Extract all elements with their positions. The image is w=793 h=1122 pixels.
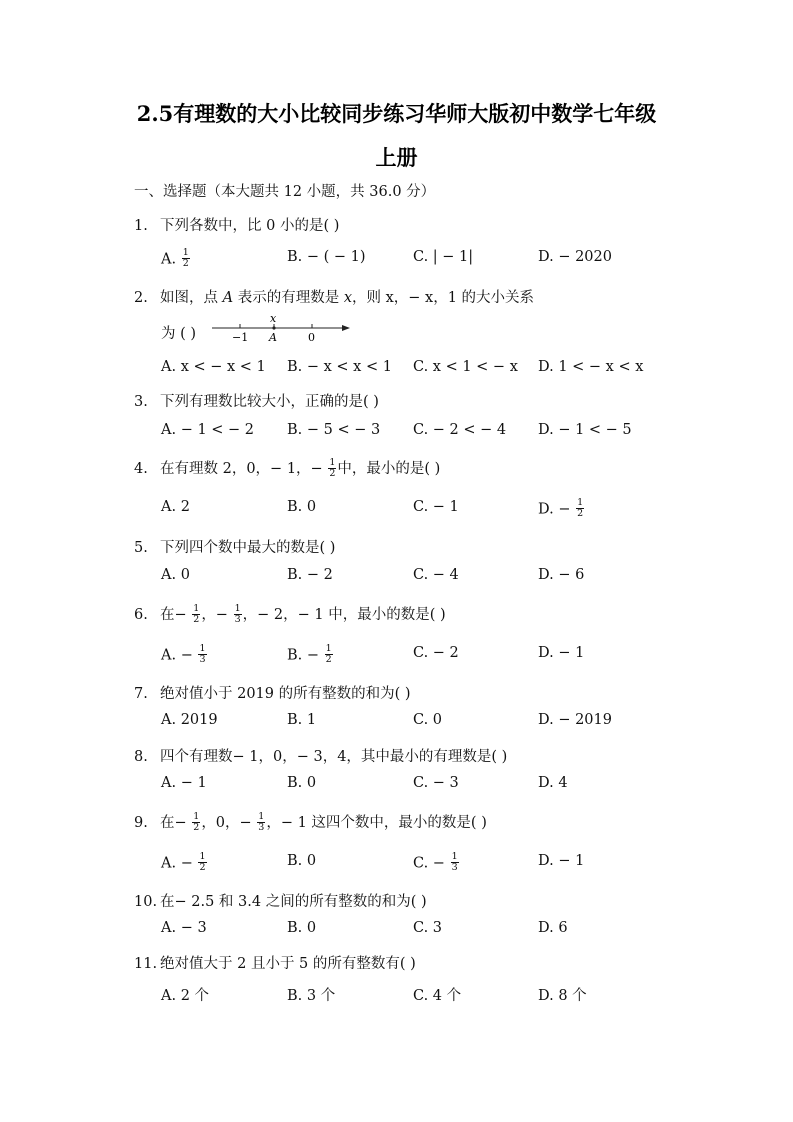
option-c: C. − 3: [413, 775, 459, 791]
title-line-2: 上册: [375, 145, 418, 170]
option-d: D. − 2020: [538, 249, 612, 265]
option-b: B. − 2: [287, 567, 333, 583]
question-3: 3. 下列有理数比较大小，正确的是( ): [134, 394, 379, 410]
question-2-line-2: 为 ( ): [161, 326, 197, 342]
option-b: B. 3 个: [287, 988, 336, 1004]
option-b: B. − $\frac{1}{2}$: [287, 643, 332, 665]
option-b: B. − x < x < 1: [287, 359, 392, 375]
question-5: 5. 下列四个数中最大的数是( ): [134, 540, 336, 556]
question-10: 10. 在− 2.5 和 3.4 之间的所有整数的和为( ): [134, 894, 427, 910]
option-d: D. 1 < − x < x: [538, 359, 644, 375]
option-c: C. 4 个: [413, 988, 462, 1004]
fraction: $\frac{1}{2}$: [182, 247, 189, 269]
arrow-head-icon: [342, 325, 350, 331]
question-1: 1. 下列各数中，比 0 小的是( ): [134, 218, 340, 234]
option-c: C. | − 1|: [413, 249, 474, 265]
question-11: 11. 绝对值大于 2 且小于 5 的所有整数有( ): [134, 956, 416, 972]
option-d: D. − 1: [538, 645, 585, 661]
option-c: C. 3: [413, 920, 443, 936]
label-minus-1: −1: [232, 331, 249, 344]
option-d: D. − 2019: [538, 712, 612, 728]
option-c: C. − 2 < − 4: [413, 422, 507, 438]
option-b: B. 0: [287, 775, 317, 791]
option-a: A. − 1: [161, 775, 207, 791]
option-b: B. 0: [287, 499, 317, 515]
point-a: [272, 326, 275, 329]
label-0: 0: [308, 331, 315, 344]
option-a: A. 2019: [161, 712, 218, 728]
question-4: 4. 在有理数 2，0，− 1，− $\frac{1}{2}$ 中，最小的是( ): [134, 456, 441, 479]
option-d: D. 4: [538, 775, 568, 791]
question-2: 2. 如图，点 A 表示的有理数是 x，则 x，− x，1 的大小关系: [134, 290, 535, 306]
option-a: A. x < − x < 1: [161, 359, 266, 375]
option-a: A. 2: [161, 499, 190, 515]
option-d: D. − 1 < − 5: [538, 422, 632, 438]
option-b: B. 0: [287, 853, 317, 869]
option-a: A. 2 个: [161, 988, 210, 1004]
option-c: C. − $\frac{1}{3}$: [413, 851, 458, 873]
option-b: B. 0: [287, 920, 317, 936]
option-d: D. − $\frac{1}{2}$: [538, 497, 584, 519]
option-a: A. − $\frac{1}{3}$: [161, 643, 206, 665]
option-c: C. − 2: [413, 645, 459, 661]
question-8: 8. 四个有理数− 1，0，− 3，4，其中最小的有理数是( ): [134, 749, 508, 765]
option-d: D. − 6: [538, 567, 585, 583]
label-a: A: [269, 331, 277, 344]
title-line-1: 2.5有理数的大小比较同步练习华师大版初中数学七年级: [136, 101, 657, 126]
option-b: B. 1: [287, 712, 317, 728]
option-c: C. x < 1 < − x: [413, 359, 518, 375]
label-x: x: [270, 312, 277, 325]
option-b: B. − 5 < − 3: [287, 422, 381, 438]
number-line-figure: [212, 312, 352, 344]
option-d: D. 6: [538, 920, 568, 936]
option-a: A. − 3: [161, 920, 207, 936]
option-c: C. − 4: [413, 567, 459, 583]
option-c: C. − 1: [413, 499, 459, 515]
option-a: A. − 1 < − 2: [161, 422, 255, 438]
question-7: 7. 绝对值小于 2019 的所有整数的和为( ): [134, 686, 411, 702]
option-a: A. − $\frac{1}{2}$: [161, 851, 206, 873]
question-9: 9. 在− $\frac{1}{2}$ ，0，− $\frac{1}{3}$ ，− 1 这四个数中，最小的数是( ): [134, 810, 487, 833]
option-d: D. 8 个: [538, 988, 587, 1004]
section-heading: 一、选择题（本大题共 12 小题，共 36.0 分）: [134, 184, 436, 200]
option-a: A. 0: [161, 567, 190, 583]
question-6: 6. 在− $\frac{1}{2}$ ，− $\frac{1}{3}$ ，− 2，− 1 中，最小的数是( ): [134, 602, 446, 625]
option-a: A. $\frac{1}{2}$: [161, 247, 189, 269]
option-b: B. − ( − 1): [287, 249, 366, 265]
option-c: C. 0: [413, 712, 443, 728]
option-d: D. − 1: [538, 853, 585, 869]
